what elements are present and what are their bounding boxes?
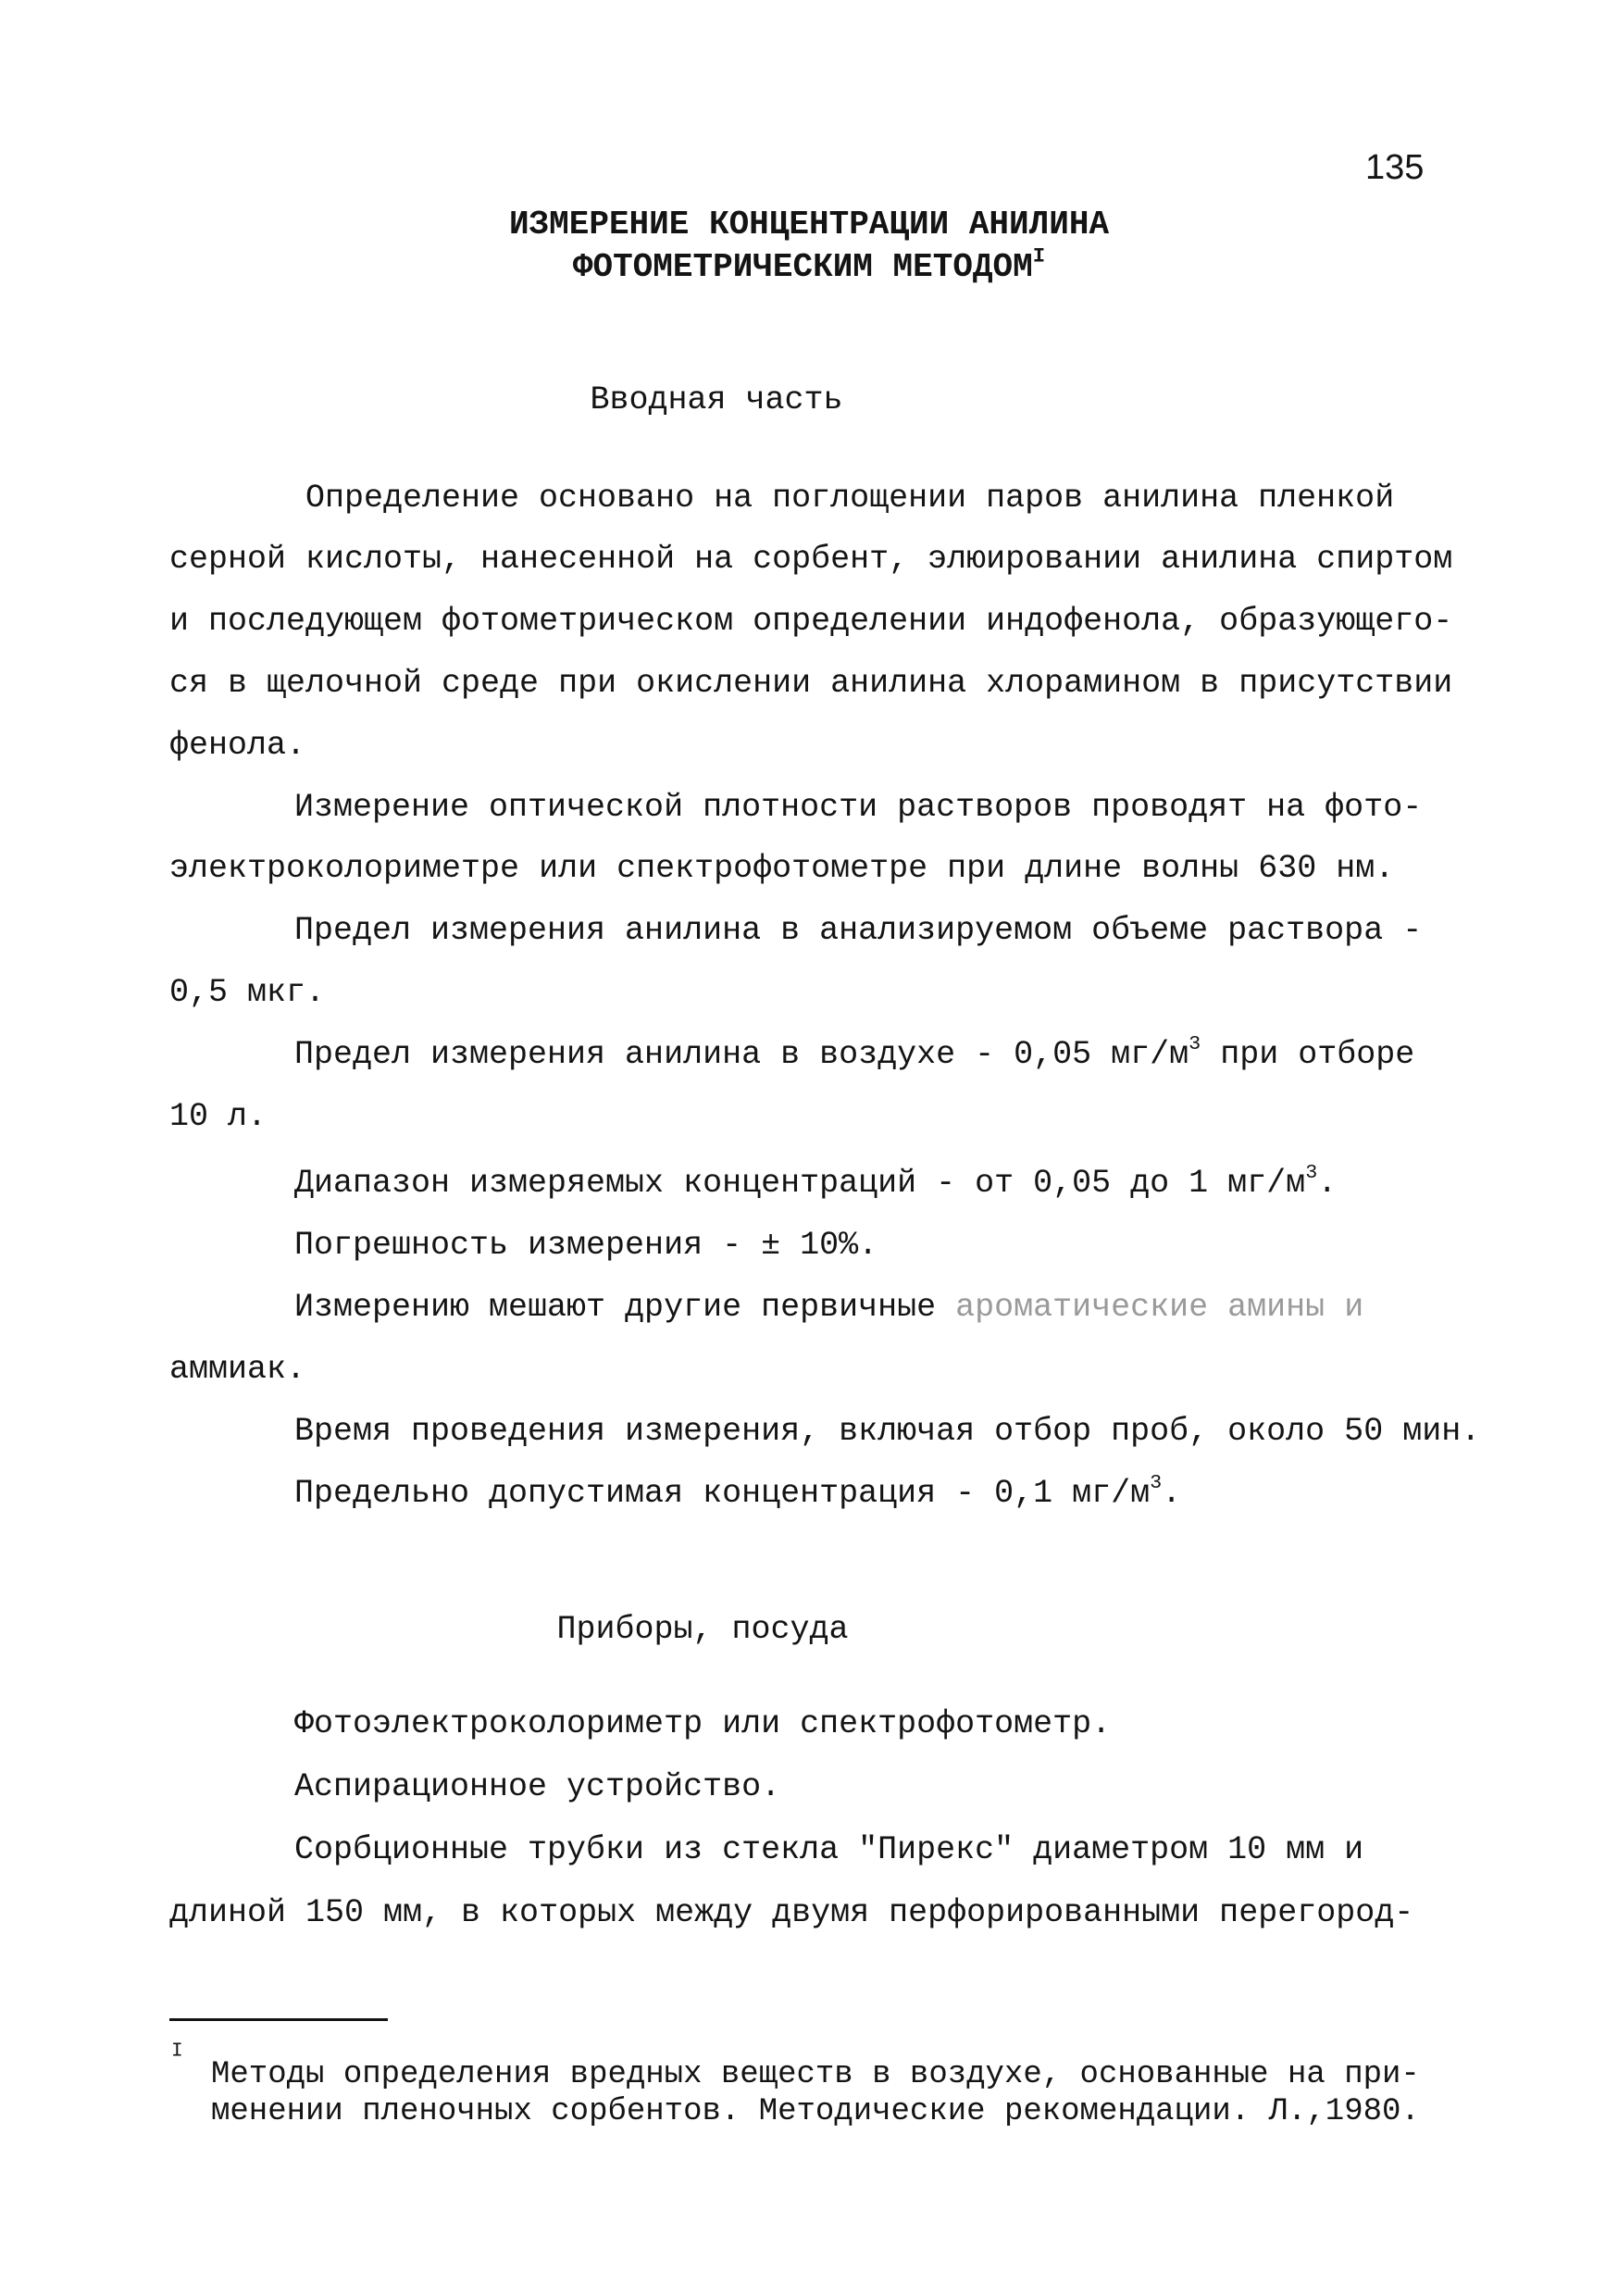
paragraph-line: фенола.	[169, 727, 306, 764]
document-title-line-1: ИЗМЕРЕНИЕ КОНЦЕНТРАЦИИ АНИЛИНА	[508, 206, 1110, 243]
mac-text: Предельно допустимая концентрация - 0,1 мг/м	[294, 1475, 1151, 1512]
paragraph-line: Аспирационное устройство.	[294, 1768, 781, 1805]
detection-limit-air-text: Предел измерения анилина в воздухе - 0,05 мг/м	[294, 1036, 1189, 1073]
footnote-mark	[171, 2040, 183, 2080]
mac-tail: .	[1162, 1475, 1182, 1512]
paragraph-line	[294, 1031, 1415, 1073]
paragraph-line	[294, 1470, 1182, 1512]
paragraph-line: серной кислоты, нанесенной на сорбент, элюировании анилина спиртом	[169, 541, 1453, 578]
paragraph-line: Измерение оптической плотности растворов проводят на фото-	[294, 789, 1423, 826]
detection-limit-air-tail: при отборе	[1201, 1036, 1415, 1073]
paragraph-line: Время проведения измерения, включая отбор проб, около 50 мин.	[294, 1413, 1481, 1450]
paragraph-line: электроколориметре или спектрофотометре при длине волны 630 нм.	[169, 850, 1395, 887]
paragraph-line: Предел измерения анилина в анализируемом объеме раствора -	[294, 912, 1423, 949]
footnote-separator	[169, 2018, 388, 2021]
page-number: 135	[1365, 148, 1425, 187]
paragraph-line: Погрешность измерения - ± 10%.	[294, 1227, 878, 1264]
title-footnote-mark: I	[1032, 243, 1046, 268]
title-line-2-text: ФОТОМЕТРИЧЕСКИМ МЕТОДОМ	[572, 248, 1033, 286]
range-tail: .	[1317, 1165, 1338, 1202]
paragraph-line: аммиак.	[169, 1351, 306, 1388]
footnote-line: менении пленочных сорбентов. Методические рекомендации. Л.,1980.	[211, 2094, 1420, 2129]
section-heading-intro: Вводная часть	[590, 381, 843, 418]
paragraph-line	[294, 1160, 1338, 1202]
paragraph-line: ся в щелочной среде при окислении анилина хлорамином в присутствии	[169, 665, 1453, 702]
paragraph-line: 0,5 мкг.	[169, 974, 326, 1011]
superscript-3: 3	[1189, 1031, 1201, 1055]
paragraph-line: Определение основано на поглощении паров анилина пленкой	[305, 480, 1395, 517]
paragraph-line: 10 л.	[169, 1098, 268, 1135]
section-heading-equipment: Приборы, посуда	[556, 1611, 849, 1648]
superscript-3: 3	[1305, 1160, 1318, 1184]
footnote-number: I	[171, 2040, 183, 2063]
document-title-line-2	[0, 243, 1618, 286]
paragraph-line: длиной 150 мм, в которых между двумя перфорированными перегород-	[169, 1894, 1414, 1931]
interference-faded-text: ароматические амины и	[955, 1289, 1364, 1326]
paragraph-line: Сорбционные трубки из стекла "Пирекс" диаметром 10 мм и	[294, 1831, 1364, 1868]
paragraph-line	[294, 1289, 1363, 1326]
superscript-3: 3	[1150, 1470, 1163, 1494]
interference-text: Измерению мешают другие первичные	[294, 1289, 956, 1326]
paragraph-line: Фотоэлектроколориметр или спектрофотометр.	[294, 1705, 1112, 1742]
paragraph-line: и последующем фотометрическом определении индофенола, образующего-	[169, 603, 1453, 640]
range-text: Диапазон измеряемых концентраций - от 0,05 до 1 мг/м	[294, 1165, 1306, 1202]
footnote-line: Методы определения вредных веществ в воздухе, основанные на при-	[211, 2057, 1420, 2092]
